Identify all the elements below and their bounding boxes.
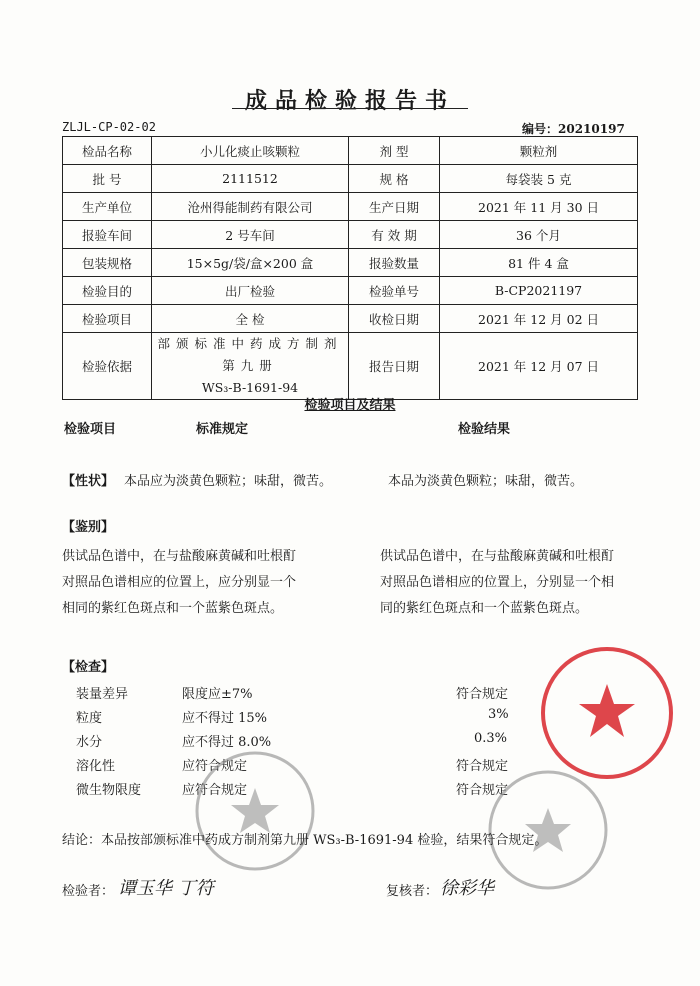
check-item: 微生物限度 xyxy=(76,783,142,798)
identify-result-line: 对照品色谱相应的位置上，分别显一个相 xyxy=(380,575,615,590)
identify-result-line: 同的紫红色斑点和一个蓝紫色斑点。 xyxy=(380,601,589,616)
report-title: 成品检验报告书 xyxy=(244,88,455,114)
check-item: 装量差异 xyxy=(76,687,129,702)
title-underline xyxy=(232,108,468,109)
check-item: 溶化性 xyxy=(76,759,116,774)
identify-standard-line: 相同的紫红色斑点和一个蓝紫色斑点。 xyxy=(62,601,284,616)
value-cell: 2021 年 11 月 30 日 xyxy=(440,193,638,221)
table-row xyxy=(63,193,638,221)
table-row xyxy=(63,221,638,249)
serial-number: 编号：20210197 xyxy=(522,122,625,136)
character-result: 本品为淡黄色颗粒；味甜，微苦。 xyxy=(388,474,584,489)
value-cell: 81 件 4 盒 xyxy=(440,249,638,277)
reviewer-label: 复核者： xyxy=(386,884,439,899)
value-cell: 小儿化痰止咳颗粒 xyxy=(152,137,349,165)
value-cell: 2111512 xyxy=(152,165,349,193)
label-cell: 检验单号 xyxy=(349,277,440,305)
check-result: 符合规定 xyxy=(456,783,509,798)
label-cell: 收检日期 xyxy=(349,305,440,333)
value-cell: 15×5g/袋/盒×200 盒 xyxy=(152,249,349,277)
label-cell: 剂 型 xyxy=(349,137,440,165)
check-label: 【检查】 xyxy=(62,660,115,675)
results-section-title: 检验项目及结果 xyxy=(304,398,396,413)
check-standard: 限度应±7% xyxy=(182,687,253,702)
conclusion: 结论：本品按部颁标准中药成方制剂第九册 WS₃-B-1691-94 检验，结果符合规定。 xyxy=(62,833,548,848)
check-standard: 应符合规定 xyxy=(182,783,248,798)
basis-cell xyxy=(152,333,349,400)
label-cell: 报验数量 xyxy=(349,249,440,277)
column-header-standard: 标准规定 xyxy=(196,422,249,437)
column-header-item: 检验项目 xyxy=(64,422,117,437)
label-cell: 有 效 期 xyxy=(349,221,440,249)
table-row xyxy=(63,305,638,333)
check-item: 水分 xyxy=(76,735,103,750)
label-cell: 生产日期 xyxy=(349,193,440,221)
check-item: 粒度 xyxy=(76,711,103,726)
label-cell: 检验项目 xyxy=(63,305,152,333)
check-result: 3% xyxy=(488,707,509,722)
reviewer-signature: 徐彩华 xyxy=(440,878,494,899)
value-cell: 2 号车间 xyxy=(152,221,349,249)
inspector-signature: 谭玉华 丁符 xyxy=(118,878,214,899)
label-cell: 包装规格 xyxy=(63,249,152,277)
value-cell: 36 个月 xyxy=(440,221,638,249)
identify-standard-line: 供试品色谱中，在与盐酸麻黄碱和吐根酊 xyxy=(62,549,297,564)
basis-line: WS₃-B-1691-94 xyxy=(201,380,299,395)
label-cell: 批 号 xyxy=(63,165,152,193)
value-cell: 2021 年 12 月 02 日 xyxy=(440,305,638,333)
value-cell: 每袋装 5 克 xyxy=(440,165,638,193)
check-standard: 应不得过 8.0% xyxy=(182,735,272,750)
quality-seal xyxy=(538,644,676,782)
check-result: 符合规定 xyxy=(456,687,509,702)
label-cell: 检品名称 xyxy=(63,137,152,165)
label-cell: 检验目的 xyxy=(63,277,152,305)
table-row xyxy=(63,165,638,193)
check-standard: 应符合规定 xyxy=(182,759,248,774)
check-standard: 应不得过 15% xyxy=(182,711,268,726)
table-row xyxy=(63,137,638,165)
label-cell: 规 格 xyxy=(349,165,440,193)
table-row xyxy=(63,277,638,305)
identify-result-line: 供试品色谱中，在与盐酸麻黄碱和吐根酊 xyxy=(380,549,615,564)
value-cell: 沧州得能制药有限公司 xyxy=(152,193,349,221)
label-cell: 检验依据 xyxy=(63,333,152,400)
check-result: 0.3% xyxy=(474,731,508,746)
column-header-result: 检验结果 xyxy=(458,422,511,437)
basis-line: 部颁标准中药成方制剂第九册 xyxy=(157,336,343,373)
info-table xyxy=(62,136,638,400)
value-cell: B-CP2021197 xyxy=(440,277,638,305)
identify-standard-line: 对照品色谱相应的位置上，应分别显一个 xyxy=(62,575,297,590)
value-cell: 颗粒剂 xyxy=(440,137,638,165)
character-standard: 本品应为淡黄色颗粒；味甜，微苦。 xyxy=(124,474,333,489)
identify-label: 【鉴别】 xyxy=(62,520,115,535)
value-cell: 2021 年 12 月 07 日 xyxy=(440,333,638,400)
document-code: ZLJL-CP-02-02 xyxy=(62,120,156,134)
table-row xyxy=(63,333,638,400)
table-row xyxy=(63,249,638,277)
label-cell: 生产单位 xyxy=(63,193,152,221)
character-label: 【性状】 xyxy=(62,474,115,489)
value-cell: 出厂检验 xyxy=(152,277,349,305)
label-cell: 报告日期 xyxy=(349,333,440,400)
inspection-seal-1 xyxy=(180,748,330,874)
label-cell: 报验车间 xyxy=(63,221,152,249)
value-cell: 全 检 xyxy=(152,305,349,333)
inspector-label: 检验者： xyxy=(62,884,115,899)
check-result: 符合规定 xyxy=(456,759,509,774)
